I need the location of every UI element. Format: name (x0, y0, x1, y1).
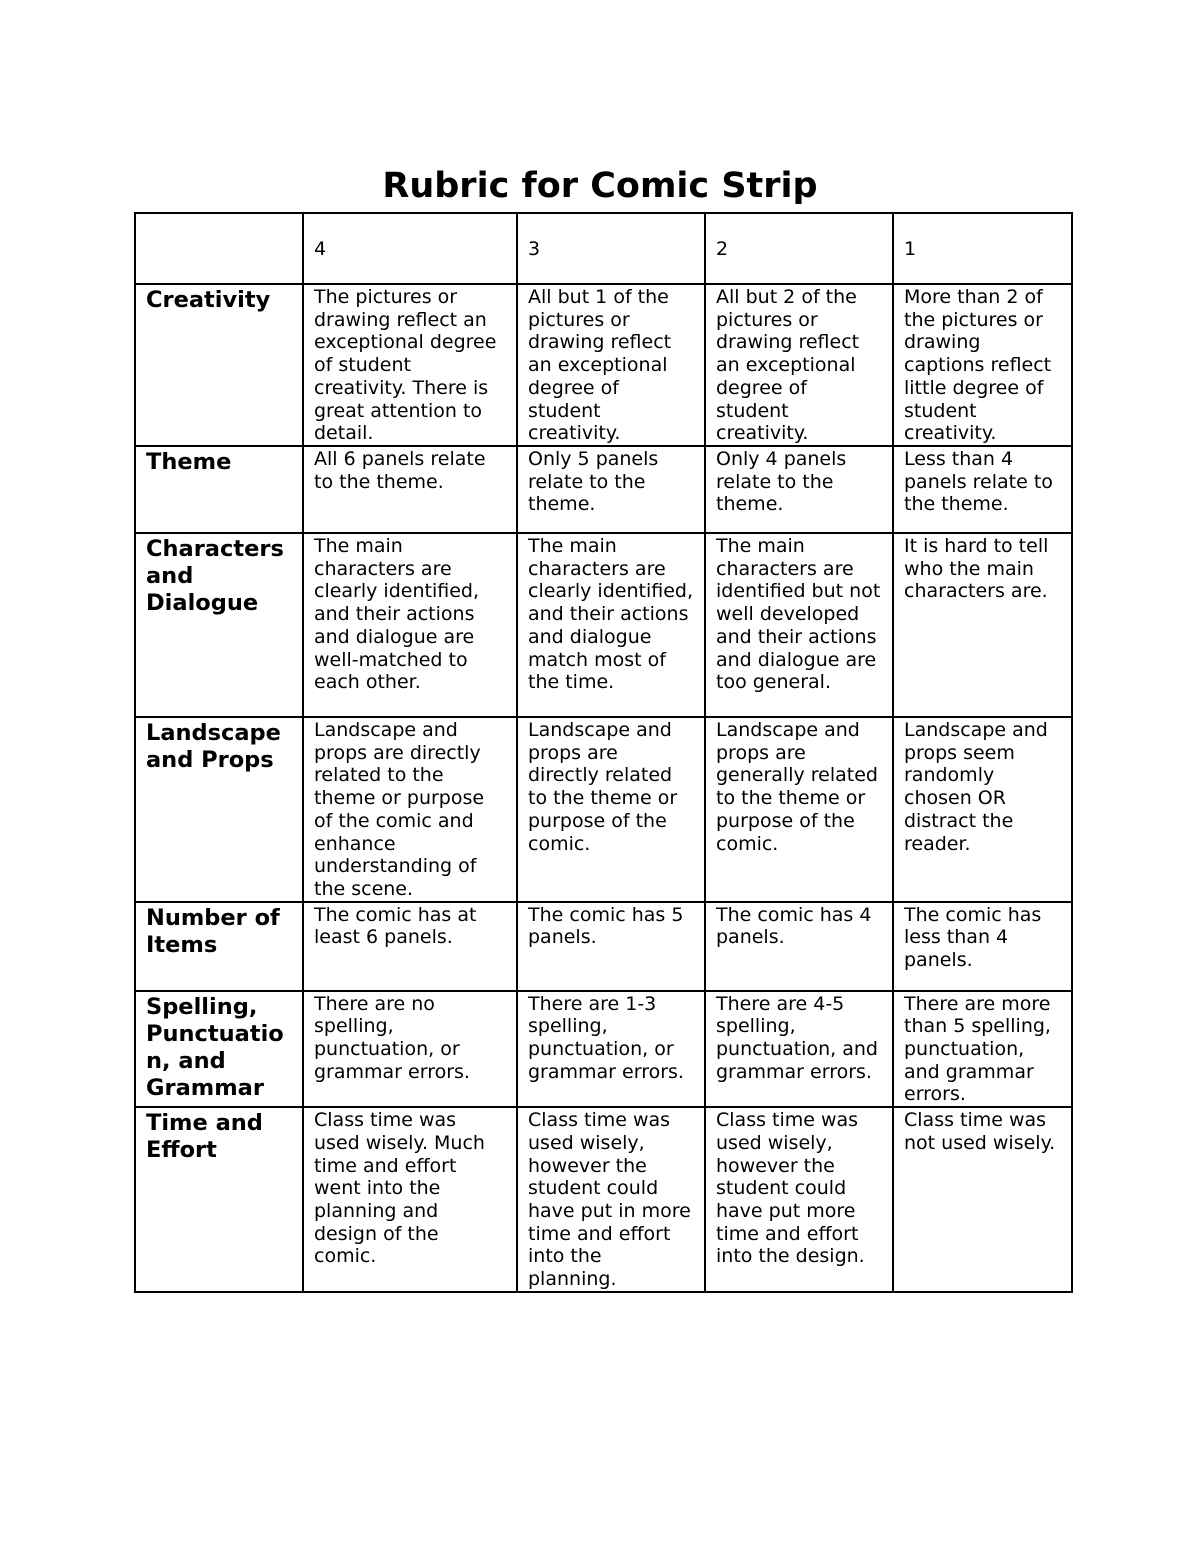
descriptor-cell: The comic has less than 4 panels. (893, 902, 1072, 991)
descriptor-cell: There are more than 5 spelling, punctuation, and grammar errors. (893, 991, 1072, 1108)
header-row (135, 213, 1072, 284)
table-row (135, 991, 1072, 1108)
criterion-theme: Theme (135, 446, 303, 533)
descriptor-cell: There are no spelling, punctuation, or grammar errors. (303, 991, 517, 1108)
descriptor-cell: There are 1-3 spelling, punctuation, or grammar errors. (517, 991, 705, 1108)
descriptor-cell: Landscape and props are directly related to the theme or purpose of the comic. (517, 717, 705, 902)
table-row (135, 533, 1072, 717)
rubric-table (134, 212, 1073, 1293)
criterion-spelling-punctuation-grammar: Spelling, Punctuation, and Grammar (135, 991, 303, 1108)
descriptor-cell: The main characters are clearly identified, and their actions and dialogue are well-matched to each other. (303, 533, 517, 717)
descriptor-cell: Class time was used wisely. Much time and effort went into the planning and design of the comic. (303, 1107, 517, 1292)
descriptor-cell: Landscape and props seem randomly chosen OR distract the reader. (893, 717, 1072, 902)
criterion-characters-and-dialogue: Characters and Dialogue (135, 533, 303, 717)
score-header-3: 3 (517, 213, 705, 284)
score-header-2: 2 (705, 213, 893, 284)
descriptor-cell: The main characters are clearly identified, and their actions and dialogue match most of the time. (517, 533, 705, 717)
descriptor-cell: All but 2 of the pictures or drawing reflect an exceptional degree of student creativity. (705, 284, 893, 446)
descriptor-cell: The pictures or drawing reflect an exceptional degree of student creativity. There is great attention to detail. (303, 284, 517, 446)
table-row (135, 717, 1072, 902)
header-corner-cell (135, 213, 303, 284)
criterion-creativity: Creativity (135, 284, 303, 446)
table-row (135, 284, 1072, 446)
criterion-number-of-items: Number of Items (135, 902, 303, 991)
table-row (135, 902, 1072, 991)
criterion-landscape-and-props: Landscape and Props (135, 717, 303, 902)
descriptor-cell: Less than 4 panels relate to the theme. (893, 446, 1072, 533)
descriptor-cell: Landscape and props are directly related to the theme or purpose of the comic and enhance understanding of the scene. (303, 717, 517, 902)
score-header-1: 1 (893, 213, 1072, 284)
descriptor-cell: Class time was used wisely, however the student could have put more time and effort into the design. (705, 1107, 893, 1292)
table-row (135, 1107, 1072, 1292)
descriptor-cell: Landscape and props are generally related to the theme or purpose of the comic. (705, 717, 893, 902)
descriptor-cell: There are 4-5 spelling, punctuation, and grammar errors. (705, 991, 893, 1108)
descriptor-cell: The comic has at least 6 panels. (303, 902, 517, 991)
descriptor-cell: Class time was used wisely, however the student could have put in more time and effort into the planning. (517, 1107, 705, 1292)
table-row (135, 446, 1072, 533)
score-header-4: 4 (303, 213, 517, 284)
descriptor-cell: More than 2 of the pictures or drawing captions reflect little degree of student creativity. (893, 284, 1072, 446)
descriptor-cell: The main characters are identified but not well developed and their actions and dialogue are too general. (705, 533, 893, 717)
descriptor-cell: Only 4 panels relate to the theme. (705, 446, 893, 533)
criterion-time-and-effort: Time and Effort (135, 1107, 303, 1292)
descriptor-cell: The comic has 4 panels. (705, 902, 893, 991)
descriptor-cell: Only 5 panels relate to the theme. (517, 446, 705, 533)
descriptor-cell: All but 1 of the pictures or drawing reflect an exceptional degree of student creativity. (517, 284, 705, 446)
page-title: Rubric for Comic Strip (382, 166, 818, 206)
descriptor-cell: All 6 panels relate to the theme. (303, 446, 517, 533)
descriptor-cell: Class time was not used wisely. (893, 1107, 1072, 1292)
descriptor-cell: It is hard to tell who the main characters are. (893, 533, 1072, 717)
descriptor-cell: The comic has 5 panels. (517, 902, 705, 991)
